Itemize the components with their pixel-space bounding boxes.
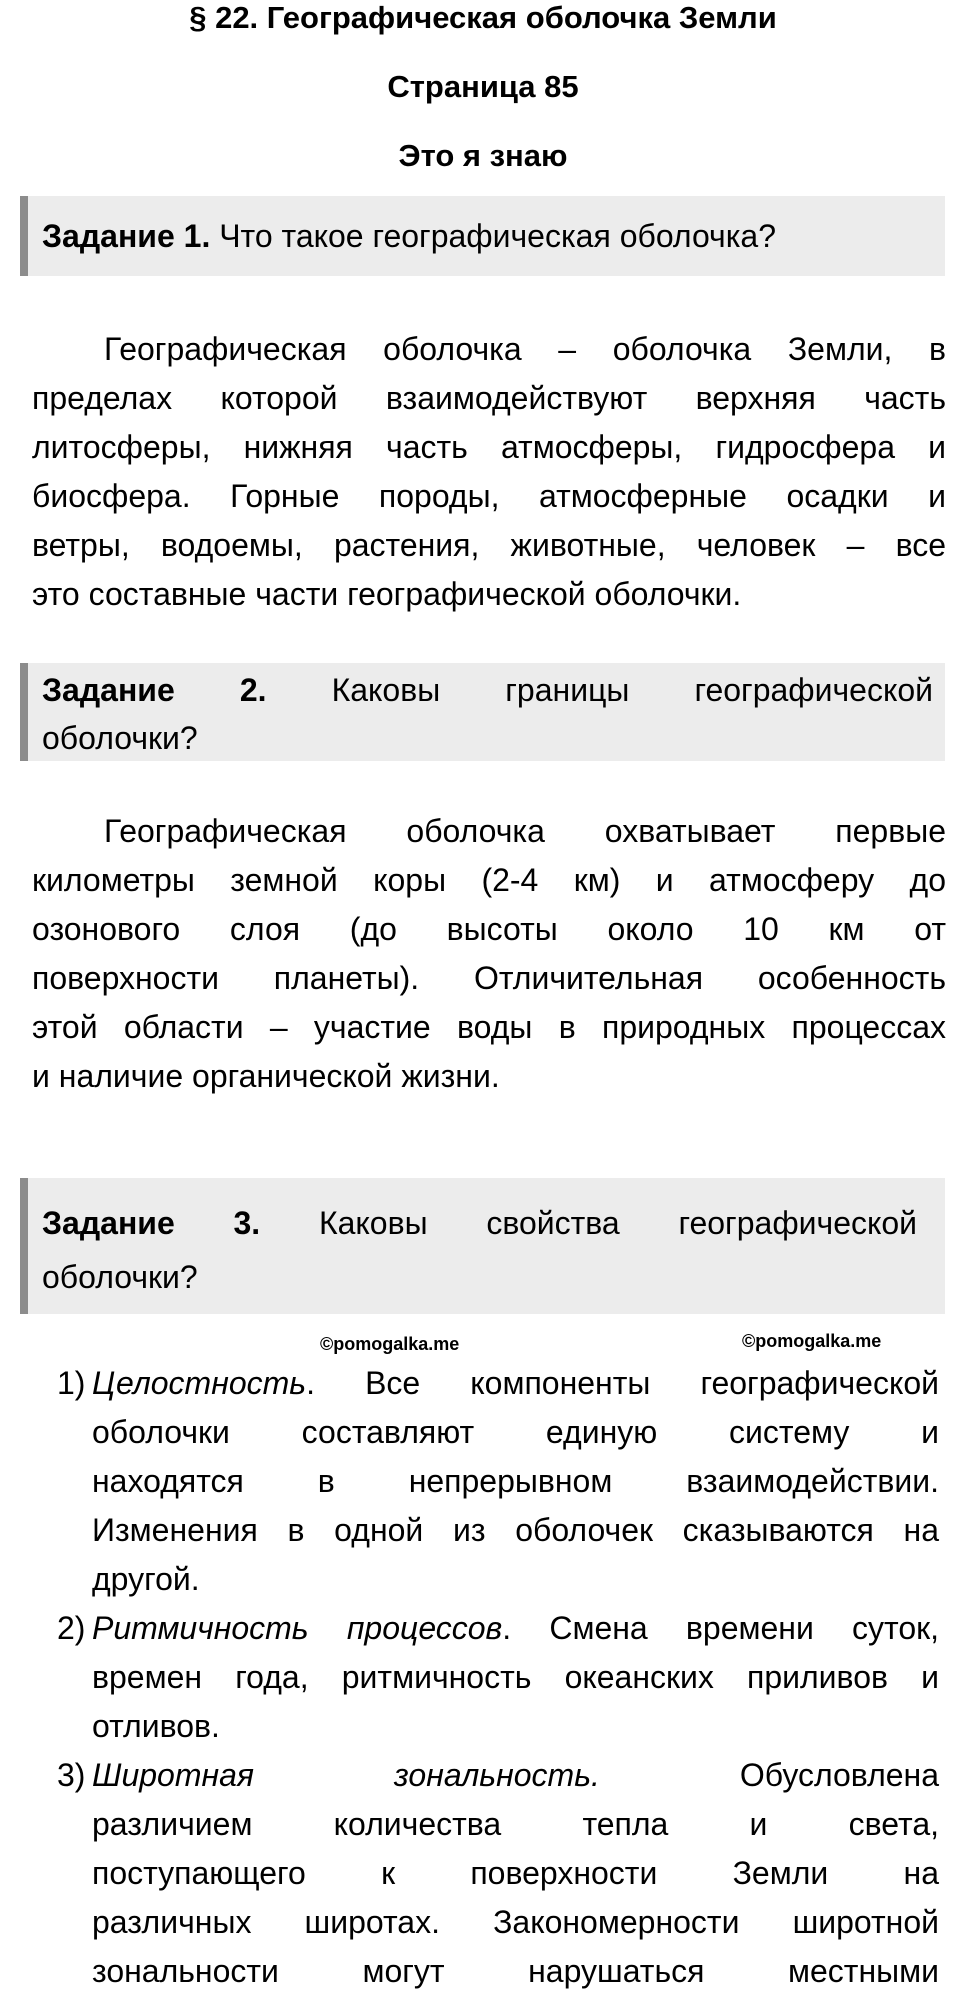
task-2-box xyxy=(20,663,945,761)
watermark: ©pomogalka.me xyxy=(742,1331,882,1351)
task-3-label: Задание 3. xyxy=(42,1205,261,1241)
list-item-text: другой. xyxy=(92,1561,200,1597)
task-1-question: Что такое географическая оболочка? xyxy=(219,218,776,254)
properties-list xyxy=(57,1359,939,1996)
answer-line: километры земной коры (2-4 км) и атмосферу до xyxy=(32,862,946,898)
list-item-text: отливов. xyxy=(92,1708,220,1744)
answer-line: это составные части географической оболочки. xyxy=(32,576,742,612)
answer-line: пределах которой взаимодействуют верхняя часть xyxy=(32,380,946,416)
list-item-term: Целостность xyxy=(92,1365,307,1401)
task-1-box xyxy=(20,196,945,276)
task-3-question-line: оболочки? xyxy=(42,1259,198,1295)
list-item-text: находятся в непрерывном взаимодействии. xyxy=(92,1463,939,1499)
answer-line: ветры, водоемы, растения, животные, человек – все xyxy=(32,527,946,563)
list-item-term: Ритмичность процессов xyxy=(92,1610,503,1646)
list-item-text: Изменения в одной из оболочек сказываются на xyxy=(92,1512,939,1548)
answer-line: и наличие органической жизни. xyxy=(32,1058,500,1094)
answer-line: этой области – участие воды в природных процессах xyxy=(32,1009,946,1045)
answer-line: Географическая оболочка – оболочка Земли, в xyxy=(104,331,946,367)
list-item-text: различных широтах. Закономерности широтной xyxy=(92,1904,939,1940)
task-1-answer xyxy=(32,325,946,619)
chapter-title: § 22. Географическая оболочка Земли xyxy=(189,0,777,35)
list-item-text: . Смена времени суток, xyxy=(502,1610,939,1646)
list-item-text: Обусловлена xyxy=(599,1757,940,1793)
section-title: Это я знаю xyxy=(398,138,568,173)
list-item xyxy=(57,1604,939,1751)
task-2-question-line: Каковы границы географической xyxy=(331,672,934,708)
list-item-number: 2) xyxy=(57,1610,86,1646)
list-item xyxy=(57,1359,939,1604)
list-item-text: времен года, ритмичность океанских приливов и xyxy=(92,1659,939,1695)
list-item xyxy=(57,1751,939,1996)
list-item-text: поступающего к поверхности Земли на xyxy=(92,1855,939,1891)
page-number-title: Страница 85 xyxy=(387,69,579,104)
watermark: ©pomogalka.me xyxy=(320,1334,460,1354)
answer-line: поверхности планеты). Отличительная особенность xyxy=(32,960,946,996)
list-item-number: 1) xyxy=(57,1365,86,1401)
task-2-question-line: оболочки? xyxy=(42,720,198,756)
list-item-text: . Все компоненты географической xyxy=(306,1365,939,1401)
list-item-term: Широтная зональность. xyxy=(92,1757,600,1793)
list-item-text: зональности могут нарушаться местными xyxy=(92,1953,939,1989)
task-3-question-line: Каковы свойства географической xyxy=(318,1205,918,1241)
task-2-answer xyxy=(32,807,946,1101)
task-2-label: Задание 2. xyxy=(42,672,267,708)
list-item-text: оболочки составляют единую систему и xyxy=(92,1414,939,1450)
list-item-text: различием количества тепла и света, xyxy=(92,1806,939,1842)
answer-line: литосферы, нижняя часть атмосферы, гидросфера и xyxy=(32,429,946,465)
task-1-label: Задание 1. xyxy=(42,218,211,254)
answer-line: Географическая оболочка охватывает первые xyxy=(104,813,946,849)
answer-line: биосфера. Горные породы, атмосферные осадки и xyxy=(32,478,946,514)
task-3-box xyxy=(20,1178,945,1314)
answer-line: озонового слоя (до высоты около 10 км от xyxy=(32,911,946,947)
list-item-number: 3) xyxy=(57,1757,86,1793)
